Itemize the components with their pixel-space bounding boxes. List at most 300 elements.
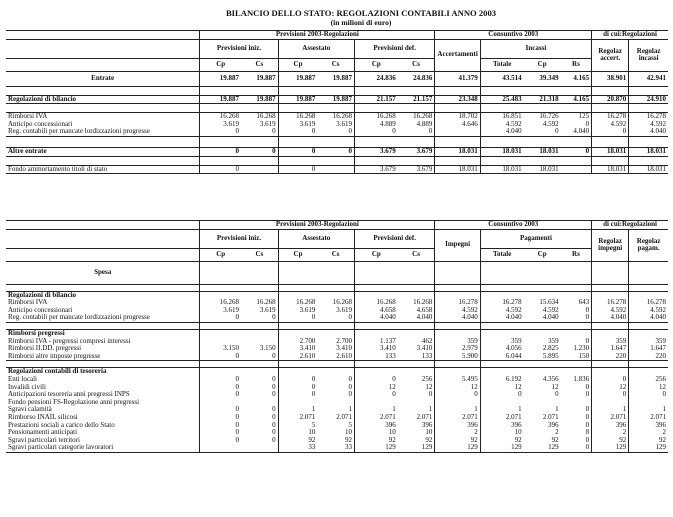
row-label: Sgravi particolari categorie lavoratori [6, 444, 200, 452]
section-label: Spesa [6, 261, 200, 284]
value-cell: 1 [278, 406, 317, 414]
spacer [278, 86, 317, 95]
table-row [6, 165, 668, 174]
value-cell: 2.825 [542, 345, 559, 353]
value-cell: 18.031 [435, 147, 480, 156]
value-cell: 5 [348, 421, 352, 429]
value-cell: 42.941 [629, 71, 668, 86]
spacer [561, 136, 592, 147]
sub-header: Impegni [435, 229, 480, 261]
column-header: Cs [398, 58, 435, 71]
value-cell [592, 329, 629, 337]
spacer [200, 322, 241, 329]
value-cell: 0 [200, 376, 241, 384]
value-cell: 0 [278, 165, 317, 174]
spacer [398, 104, 435, 113]
value-cell: 0 [272, 391, 276, 399]
value-cell: 0 [241, 314, 278, 322]
value-cell: 0 [354, 128, 397, 136]
row-label: Sgravi calamità [8, 406, 52, 414]
column-header: Cp [200, 58, 241, 71]
value-cell: 1.230 [573, 345, 590, 353]
value-cell [629, 368, 668, 376]
value-cell: 92 [425, 436, 433, 444]
value-cell: 4.040 [524, 314, 561, 322]
table-row [6, 353, 668, 361]
value-cell: 0 [278, 314, 317, 322]
value-cell: 4.056 [480, 345, 523, 353]
value-cell: 0 [585, 436, 590, 444]
value-cell: 359 [435, 338, 480, 346]
value-cell [200, 291, 241, 299]
value-cell: 41.379 [435, 71, 480, 86]
value-cell: 24.910 [629, 95, 668, 104]
value-cell: 0 [428, 391, 433, 399]
spacer [6, 284, 200, 291]
sub-header-row [6, 229, 668, 248]
spacer [6, 136, 200, 147]
value-cell: 0 [354, 376, 397, 384]
value-cell: 4.165 [561, 71, 592, 86]
value-cell: 396 [629, 422, 668, 430]
value-cell: 220 [592, 353, 629, 361]
blank-header [6, 31, 200, 40]
value-cell: 396 [592, 422, 629, 430]
spacer [629, 136, 668, 147]
value-cell: 18.031 [524, 147, 561, 156]
value-cell: 133 [354, 353, 397, 361]
value-cell: 18.031 [480, 165, 523, 174]
value-cell: 10 [278, 429, 317, 437]
value-cell [435, 399, 480, 407]
value-cell: 16.268 [413, 299, 433, 307]
row-label: Anticipo concessionari [8, 120, 73, 128]
value-cell: 3.679 [354, 165, 397, 174]
value-cell: 129 [398, 444, 435, 452]
value-cell: 4.040 [629, 128, 668, 136]
spacer [561, 156, 592, 165]
value-cell: 2.071 [592, 414, 629, 422]
spacer [317, 284, 354, 291]
value-cell: 0 [272, 421, 276, 429]
value-cell: 19.887 [317, 71, 354, 86]
value-cell: 0 [592, 128, 629, 136]
spacer [241, 136, 278, 147]
sub-header: Regolaz impegni [592, 229, 629, 261]
value-cell: 12 [354, 384, 397, 392]
table-row [6, 437, 668, 445]
value-cell: 1.647 [629, 345, 668, 353]
value-cell: 24.836 [398, 71, 435, 86]
entrate-table [6, 30, 668, 174]
value-cell [278, 329, 317, 337]
table-row [6, 307, 668, 315]
value-cell: 4.592 [435, 307, 480, 315]
value-cell [398, 368, 435, 376]
value-cell: 92 [629, 437, 668, 445]
value-cell: 0 [200, 314, 241, 322]
value-cell: 3.410 [416, 345, 433, 353]
value-cell [200, 444, 241, 452]
spacer [200, 156, 241, 165]
value-cell [278, 368, 317, 376]
value-cell: 16.268 [200, 113, 241, 121]
column-header: Cs [241, 58, 278, 71]
table-row [6, 384, 668, 392]
row-label: Regolazioni di bilancio [6, 95, 200, 104]
spacer [480, 136, 523, 147]
value-cell [561, 329, 592, 337]
value-cell: 0 [585, 120, 590, 128]
value-cell [200, 338, 241, 346]
value-cell: 0 [200, 165, 241, 174]
value-cell [241, 338, 278, 346]
spacer [278, 361, 317, 368]
value-cell: 4.646 [435, 121, 480, 129]
table-row [6, 444, 668, 452]
value-cell [241, 329, 278, 337]
value-cell: 0 [592, 391, 629, 399]
value-cell: 4.889 [416, 120, 433, 128]
value-cell: 16.851 [480, 113, 523, 121]
spacer [241, 284, 278, 291]
spacer [278, 156, 317, 165]
sub-header: Assestato [278, 229, 354, 248]
column-header-row [6, 248, 668, 261]
value-cell: 0 [585, 337, 590, 345]
value-cell [592, 291, 629, 299]
value-cell: 4.165 [561, 95, 592, 104]
group-header-row [6, 221, 668, 230]
spacer [435, 136, 480, 147]
column-header: Cp [354, 248, 397, 261]
spacer [354, 361, 397, 368]
value-cell: 0 [200, 429, 241, 437]
column-header: Cs [317, 58, 354, 71]
value-cell: 0 [272, 429, 276, 437]
value-cell [524, 261, 561, 284]
column-header-row [6, 58, 668, 71]
value-cell: 4.040 [480, 128, 523, 136]
value-cell: 92 [551, 436, 559, 444]
value-cell [524, 329, 561, 337]
value-cell: 0 [585, 421, 590, 429]
value-cell [561, 291, 592, 299]
blank-header [6, 229, 200, 248]
value-cell: 2.610 [317, 353, 354, 361]
row-label: Anticipo concessionari [8, 306, 73, 314]
value-cell: 4.592 [480, 307, 523, 315]
column-header: Cp [200, 248, 241, 261]
spacer [629, 361, 668, 368]
row-label: Rimborsi altre imposte pregresse [6, 353, 200, 361]
value-cell: 0 [272, 413, 276, 421]
value-cell: 4.040 [398, 314, 435, 322]
value-cell: 4.592 [480, 121, 523, 129]
value-cell: 359 [592, 338, 629, 346]
value-cell: 2 [555, 429, 559, 437]
value-cell: 3.619 [259, 306, 276, 314]
value-cell: 92 [480, 437, 523, 445]
value-cell: 0 [585, 383, 590, 391]
table-row [6, 299, 668, 307]
column-header: Cs [317, 248, 354, 261]
value-cell [480, 399, 523, 407]
value-cell [561, 399, 592, 407]
row-label: Reg. contabili per mancate lordizzazioni progresse [6, 314, 200, 322]
value-cell: 359 [629, 338, 668, 346]
row-label: Regolazioni contabili di tesoreria [6, 368, 200, 376]
value-cell [241, 291, 278, 299]
value-cell: 125 [561, 113, 592, 121]
value-cell: 16.268 [241, 113, 278, 121]
value-cell: 133 [398, 353, 435, 361]
value-cell: 0 [272, 375, 276, 383]
table-row [6, 113, 668, 121]
spacer [6, 322, 200, 329]
value-cell: 21.157 [398, 95, 435, 104]
group-header: di cui:Regolazioni [592, 31, 668, 40]
spacer [629, 322, 668, 329]
value-cell: 92 [278, 437, 317, 445]
group-header: Previsioni 2003-Regolazioni [200, 221, 435, 230]
spacer [592, 136, 629, 147]
spacer [354, 136, 397, 147]
column-header: Cp [278, 248, 317, 261]
value-cell: 1.647 [592, 345, 629, 353]
value-cell: 16.268 [256, 299, 276, 307]
value-cell [629, 329, 668, 337]
value-cell: 92 [435, 437, 480, 445]
value-cell: 0 [317, 128, 354, 136]
spacer [435, 361, 480, 368]
column-header: Cp [524, 58, 561, 71]
entrate-total-row [6, 71, 668, 86]
value-cell [629, 261, 668, 284]
spacer [561, 104, 592, 113]
value-cell [317, 329, 354, 337]
value-cell [480, 261, 523, 284]
value-cell: 10 [425, 429, 433, 437]
group-header: Consuntivo 2003 [435, 221, 592, 230]
value-cell: 220 [629, 353, 668, 361]
value-cell [241, 165, 278, 174]
value-cell: 396 [354, 422, 397, 430]
spacer [354, 156, 397, 165]
value-cell: 16.278 [629, 113, 668, 121]
value-cell: 12 [480, 384, 523, 392]
value-cell: 12 [629, 384, 668, 392]
value-cell: 129 [592, 444, 629, 452]
column-header: Cp [354, 58, 397, 71]
value-cell: 150 [561, 353, 592, 361]
value-cell: 12 [592, 384, 629, 392]
spacer [6, 104, 200, 113]
spacer [524, 136, 561, 147]
value-cell: 21.318 [524, 95, 561, 104]
value-cell: 4.592 [592, 307, 629, 315]
value-cell [561, 165, 592, 174]
value-cell: 16.268 [278, 299, 317, 307]
value-cell: 1 [435, 406, 480, 414]
column-header: Rs [561, 248, 592, 261]
spacer [317, 136, 354, 147]
value-cell: 0 [200, 414, 241, 422]
value-cell: 396 [548, 421, 559, 429]
value-cell: 3.619 [200, 307, 241, 315]
value-cell: 2.071 [629, 414, 668, 422]
value-cell: 5.495 [435, 376, 480, 384]
value-cell [354, 329, 397, 337]
table-row [6, 314, 668, 322]
row-label: Reg. contabili per mancate lordizzazioni progresse [6, 128, 200, 136]
value-cell: 129 [435, 444, 480, 452]
value-cell: 0 [200, 384, 241, 392]
sub-header: Pagamenti [480, 229, 591, 248]
value-cell [241, 399, 278, 407]
value-cell: 19.887 [278, 71, 317, 86]
value-cell: 3.619 [259, 120, 276, 128]
value-cell: 4.592 [592, 121, 629, 129]
spacer [6, 86, 200, 95]
value-cell: 0 [241, 128, 278, 136]
value-cell [480, 329, 523, 337]
value-cell: 3.679 [398, 147, 435, 156]
group-header: Consuntivo 2003 [435, 31, 592, 40]
spacer [241, 104, 278, 113]
column-header: Cp [524, 248, 561, 261]
spacer [435, 104, 480, 113]
spacer [524, 284, 561, 291]
value-cell [629, 399, 668, 407]
value-cell: 396 [480, 422, 523, 430]
value-cell: 3.619 [278, 121, 317, 129]
block-title-row [6, 368, 668, 376]
value-cell: 18.702 [435, 113, 480, 121]
value-cell: 0 [592, 376, 629, 384]
value-cell: 18.031 [592, 147, 629, 156]
sub-header-row [6, 39, 668, 58]
spacer [592, 156, 629, 165]
spacer [524, 322, 561, 329]
value-cell: 19.887 [241, 71, 278, 86]
value-cell [354, 261, 397, 284]
spacer [354, 104, 397, 113]
value-cell [524, 399, 561, 407]
row-label: Rimborsi II.DD. pregressi [8, 345, 82, 353]
spacer [241, 156, 278, 165]
value-cell: 19.887 [200, 95, 241, 104]
table-row [6, 95, 668, 104]
spacer-row [6, 156, 668, 165]
spacer [524, 86, 561, 95]
spacer [561, 86, 592, 95]
row-label: Anticipazioni tesoreria anni pregressi INPS [8, 391, 130, 399]
value-cell: 2.071 [336, 413, 352, 421]
blank-header [6, 248, 200, 261]
value-cell [480, 291, 523, 299]
spacer [398, 156, 435, 165]
row-label: Pensionamenti anticipati [8, 429, 78, 437]
sub-header: Accertamenti [435, 39, 480, 71]
value-cell [435, 261, 480, 284]
value-cell: 3.410 [336, 345, 352, 353]
value-cell: 0 [348, 375, 352, 383]
sub-header: Previsioni def. [354, 39, 434, 58]
spacer [398, 136, 435, 147]
sub-header: Incassi [480, 39, 591, 58]
value-cell: 0 [585, 413, 590, 421]
value-cell: 1 [555, 406, 559, 414]
column-header: Totale [480, 58, 523, 71]
value-cell: 1 [348, 406, 352, 414]
value-cell [200, 399, 241, 407]
value-cell: 16.268 [278, 113, 317, 121]
row-label: Rimborsi IVA [8, 299, 48, 307]
spacer [241, 361, 278, 368]
value-cell [317, 399, 354, 407]
value-cell: 4.592 [542, 120, 559, 128]
value-cell: 4.040 [592, 314, 629, 322]
sub-header: Regolaz incassi [629, 39, 668, 71]
spacer [200, 136, 241, 147]
report-title: BILANCIO DELLO STATO: REGOLAZIONI CONTABILI ANNO 2003 [225, 8, 497, 18]
table-row [6, 391, 668, 399]
spacer [317, 361, 354, 368]
value-cell: 3.410 [354, 345, 397, 353]
value-cell [200, 368, 241, 376]
spacer [435, 156, 480, 165]
spacer-row [6, 361, 668, 368]
value-cell: 92 [592, 437, 629, 445]
column-header: Totale [480, 248, 523, 261]
spesa-table [6, 220, 668, 453]
spacer [480, 361, 523, 368]
row-label: Invalidi civili [8, 383, 46, 391]
spacer [629, 284, 668, 291]
table-row [6, 422, 668, 430]
value-cell: 0 [200, 353, 241, 361]
value-cell: 23.348 [435, 95, 480, 104]
value-cell: 16.268 [200, 299, 241, 307]
spacer [629, 86, 668, 95]
spacer [592, 322, 629, 329]
spacer [592, 361, 629, 368]
value-cell: 3.679 [354, 147, 397, 156]
value-cell: 8 [585, 429, 590, 437]
value-cell: 0 [398, 128, 435, 136]
value-cell: 0 [348, 383, 352, 391]
value-cell [398, 291, 435, 299]
value-cell: 359 [480, 338, 523, 346]
value-cell: 4.658 [416, 306, 433, 314]
value-cell: 16.268 [398, 113, 435, 121]
block-title-row [6, 291, 668, 299]
value-cell: 4.592 [629, 307, 668, 315]
value-cell: 0 [585, 406, 590, 414]
value-cell: 0 [278, 128, 317, 136]
spacer [354, 284, 397, 291]
value-cell: 16.278 [480, 299, 523, 307]
spacer [592, 104, 629, 113]
value-cell: 33 [278, 444, 317, 452]
column-header: Cs [241, 248, 278, 261]
value-cell: 0 [585, 306, 590, 314]
value-cell: 16.278 [435, 299, 480, 307]
value-cell: 2 [629, 429, 668, 437]
value-cell: 18.031 [629, 165, 668, 174]
spacer [629, 156, 668, 165]
